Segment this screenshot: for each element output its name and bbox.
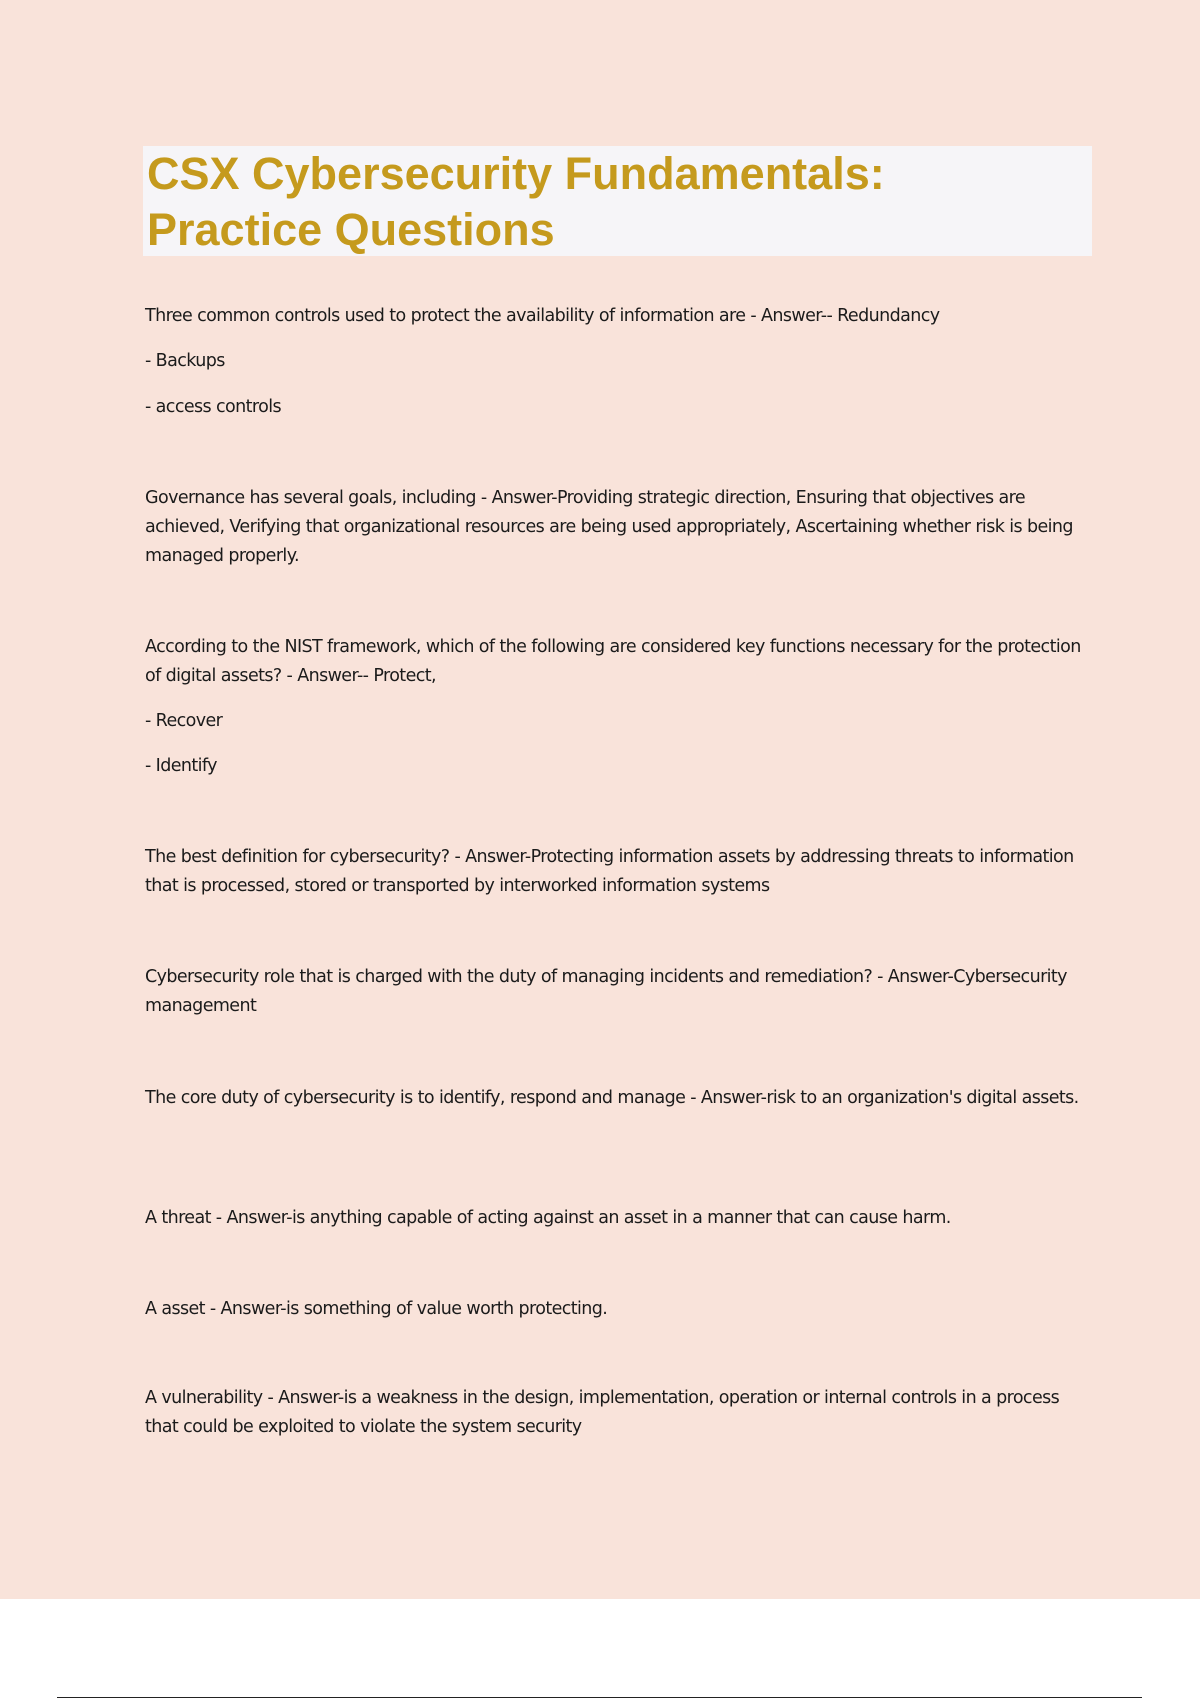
title-block [143, 146, 1092, 256]
question-threat: A threat - Answer-is anything capable of acting against an asset in a manner that can cause harm. [145, 1208, 951, 1228]
question-incident-role: Cybersecurity role that is charged with the duty of managing incidents and remediation? - Answer-Cybersecurity management [145, 967, 1067, 1016]
question-nist-functions: According to the NIST framework, which of the following are considered key functions necessary for the protection of digital assets? - Answer-- Protect, [145, 637, 1081, 686]
page-title-line-2: Practice Questions [147, 204, 555, 255]
question-cybersecurity-definition: The best definition for cybersecurity? - Answer-Protecting information assets by addressing threats to information that is processed, stored or transported by interworked information systems [145, 847, 1074, 896]
answer-item-identify: - Identify [145, 756, 217, 776]
question-asset: A asset - Answer-is something of value worth protecting. [145, 1299, 608, 1319]
answer-item-access-controls: - access controls [145, 397, 281, 417]
question-governance-goals: Governance has several goals, including - Answer-Providing strategic direction, Ensuring that objectives are achieved, Verifying that organizational resources are being used appropriately, Ascertaining whether risk is being managed properly. [145, 488, 1073, 566]
answer-item-backups: - Backups [145, 351, 225, 371]
page-title-line-1: CSX Cybersecurity Fundamentals: [147, 148, 885, 199]
answer-item-recover: - Recover [145, 711, 223, 731]
question-vulnerability: A vulnerability - Answer-is a weakness in the design, implementation, operation or internal controls in a process that could be exploited to violate the system security [145, 1388, 1060, 1437]
question-availability-controls: Three common controls used to protect the availability of information are - Answer-- Redundancy [145, 306, 940, 326]
footer-divider [57, 1697, 1142, 1698]
question-core-duty: The core duty of cybersecurity is to identify, respond and manage - Answer-risk to an organization's digital assets. [145, 1088, 1079, 1108]
